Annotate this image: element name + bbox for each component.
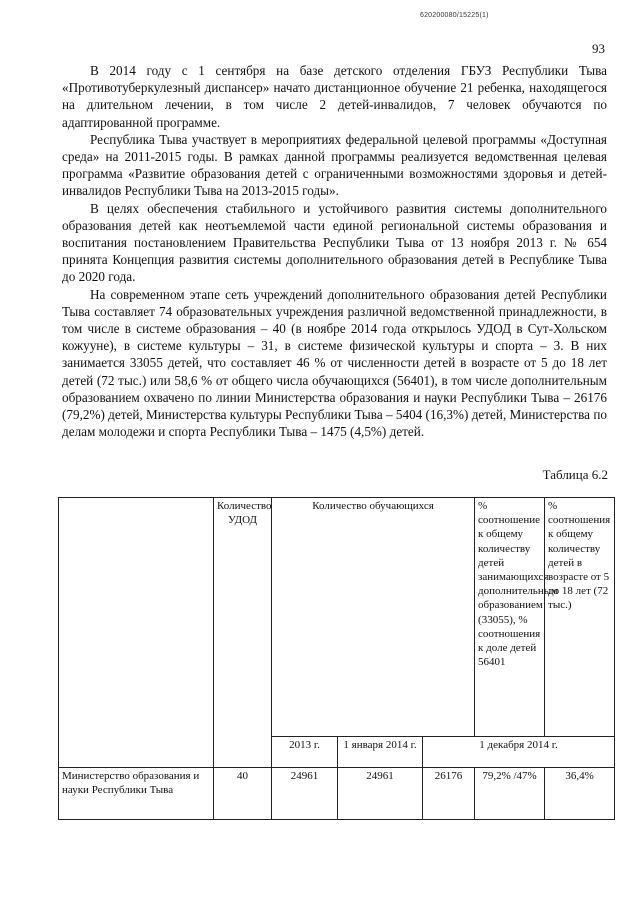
page-number: 93 xyxy=(592,41,605,56)
row-dec-2014: 26176 xyxy=(423,768,475,820)
header-empty-cell xyxy=(59,498,214,768)
paragraph-3: В целях обеспечения стабильного и устойчивого развития системы дополнительного образования детей как неотъемлемой части единой региональной системы образования и воспитания постановлением Правительства Республики Тыва от 13 ноября 2013 г. № 654 принята Концепция развития системы дополнительного образования детей в Республике Тыва до 2020 года. xyxy=(62,200,607,285)
paragraph-1: В 2014 году с 1 сентября на базе детского отделения ГБУЗ Республики Тыва «Противотуберкулезный диспансер» начато дистанционное обучение 21 ребенка, находящегося на длительном лечении, в том числе 2 детей-инвалидов, 7 человек обучаются по адаптированной программе. xyxy=(62,63,607,130)
paragraph-2: Республика Тыва участвует в мероприятиях федеральной целевой программы «Доступная среда» на 2011-2015 годы. В рамках данной программы реализуется ведомственная целевая программа «Развитие образования детей с ограниченными возможностями здоровья и детей-инвалидов Республики Тыва на 2013-2015 годы». xyxy=(62,131,607,199)
header-pct-total: % соотношение к общему количеству детей занимающихся дополнительным образованием (33055), % соотношения к доле детей 56401 xyxy=(475,498,545,737)
document-id: 620200080/15225(1) xyxy=(420,12,489,19)
header-students-count: Количество обучающихся xyxy=(272,498,475,737)
table-caption: Таблица 6.2 xyxy=(542,467,608,482)
row-name: Министерство образования и науки Республики Тыва xyxy=(59,768,214,820)
table-row xyxy=(59,768,615,820)
paragraph-4: На современном этапе сеть учреждений дополнительного образования детей Республики Тыва составляет 74 образовательных учреждения различной ведомственной принадлежности, в том числе в системе образования – 40 (в ноябре 2014 года открылось УДОД в Сут-Хольском кожууне), в системе культуры – 31, в системе физической культуры и спорта – 3. В них занимается 33055 детей, что составляет 46 % от численности детей в возрасте от 5 до 18 лет детей (72 тыс.) или 58,6 % от общего числа обучающихся (56401), в том числе дополнительным образованием охвачено по линии Министерства образования и науки Республики Тыва – 26176 (79,2%) детей, Министерства культуры Республики Тыва – 5404 (16,3%) детей, Министерства по делам молодежи и спорта Республики Тыва – 1475 (4,5%) детей. xyxy=(62,286,607,440)
header-pct-age: % соотношения к общему количеству детей в возрасте от 5 до 18 лет (72 тыс.) xyxy=(545,498,615,737)
row-pct-age: 36,4% xyxy=(545,768,615,820)
row-pct-total: 79,2% /47% xyxy=(475,768,545,820)
row-count: 40 xyxy=(214,768,272,820)
statistics-table xyxy=(58,497,615,820)
header-count-udod: Количество УДОД xyxy=(214,498,272,768)
header-dec-2014: 1 декабря 2014 г. xyxy=(423,737,615,768)
row-2013: 24961 xyxy=(272,768,338,820)
row-jan-2014: 24961 xyxy=(338,768,423,820)
header-jan-2014: 1 января 2014 г. xyxy=(338,737,423,768)
body-text xyxy=(62,62,607,440)
header-year-2013: 2013 г. xyxy=(272,737,338,768)
